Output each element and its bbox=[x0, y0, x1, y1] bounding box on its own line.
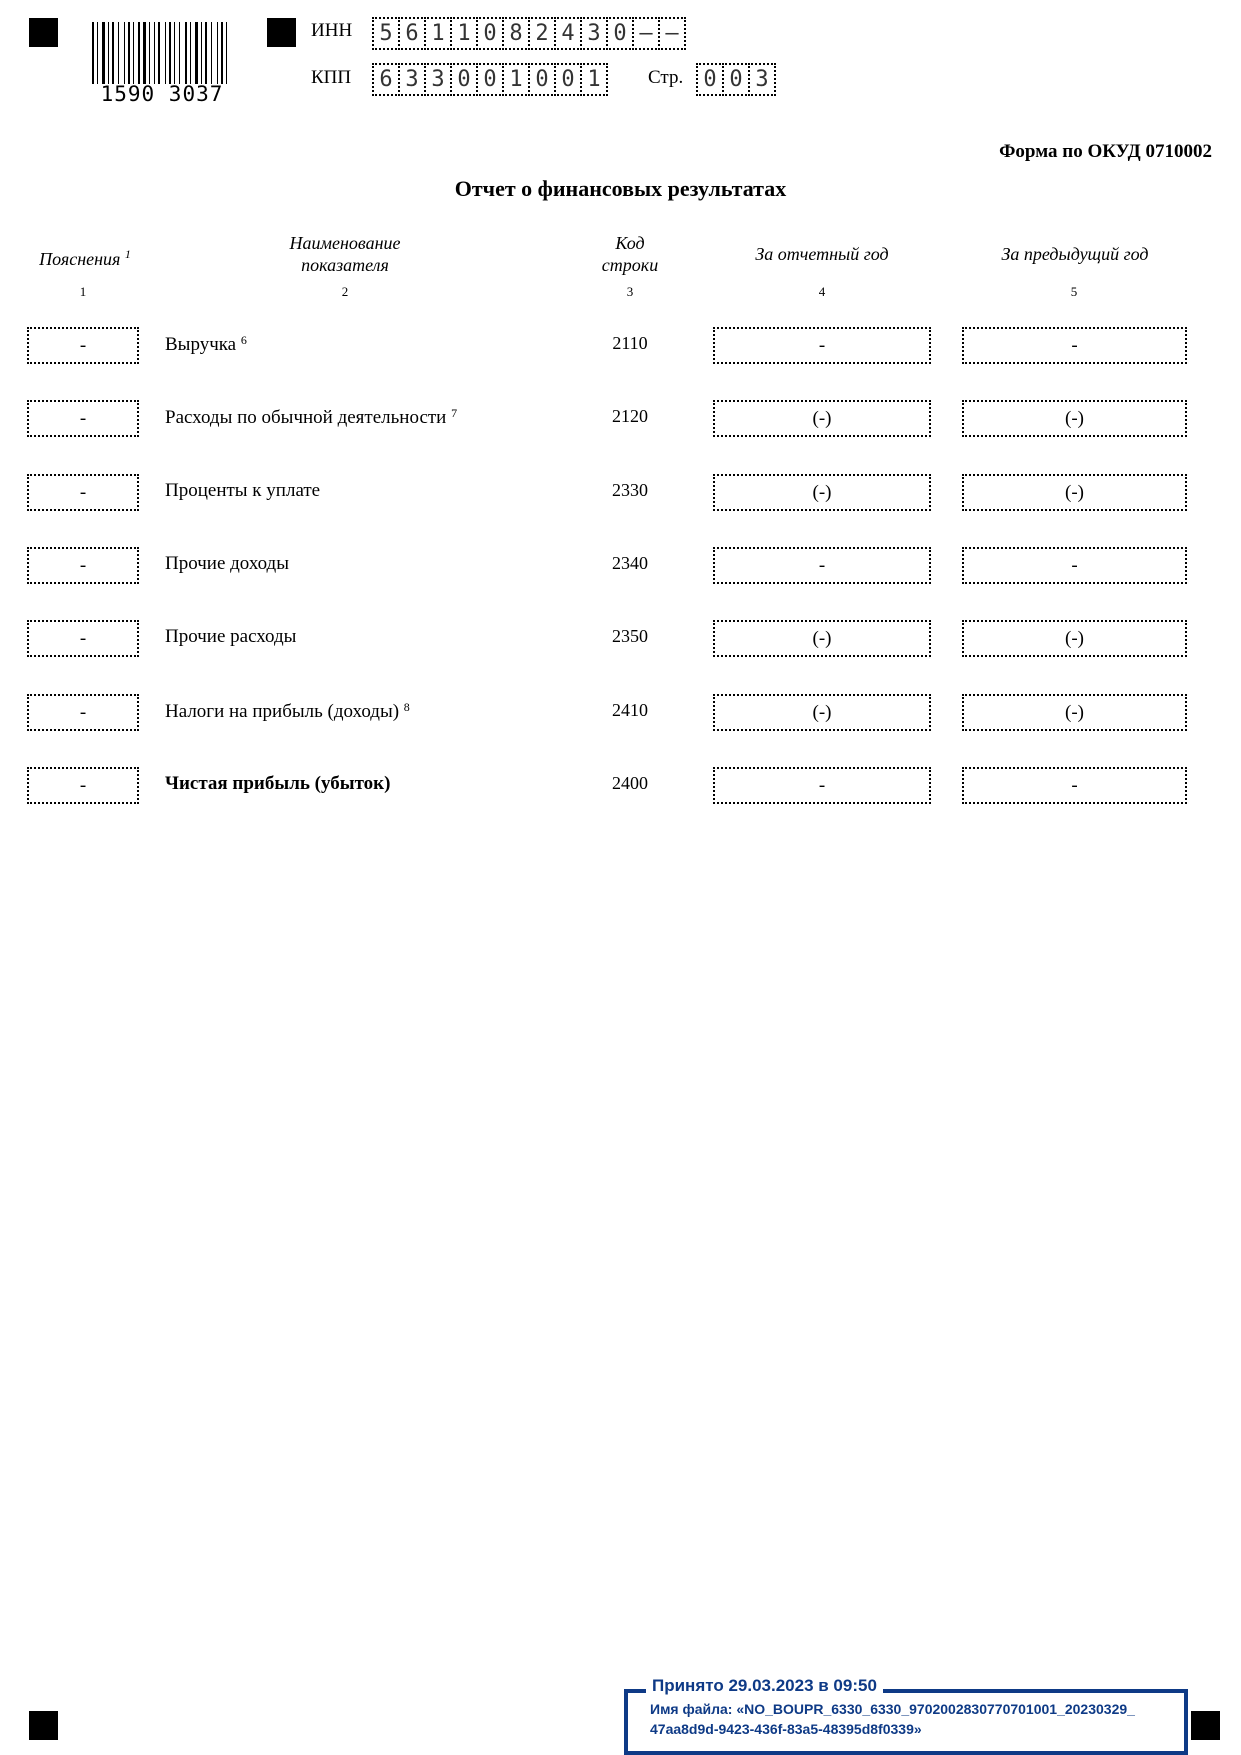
current-year-value: (-) bbox=[713, 474, 931, 511]
current-year-value: - bbox=[713, 547, 931, 584]
indicator-name-text: Чистая прибыль (убыток) bbox=[165, 773, 391, 794]
indicator-name bbox=[165, 773, 390, 795]
col-header-previous-year: За предыдущий год bbox=[1001, 244, 1149, 264]
previous-year-value: (-) bbox=[962, 620, 1187, 657]
footnote-ref: 8 bbox=[403, 700, 410, 714]
previous-year-value: (-) bbox=[962, 694, 1187, 731]
col-header-notes: Пояснения $^1$ bbox=[39, 247, 131, 269]
document-title: Отчет о финансовых результатах bbox=[454, 176, 787, 201]
current-year-value: (-) bbox=[713, 400, 931, 437]
barcode-bar bbox=[205, 22, 207, 84]
table-row bbox=[0, 327, 1241, 367]
page-digit-cell: 0 bbox=[722, 63, 750, 96]
page-digit-cell: 0 bbox=[696, 63, 724, 96]
barcode-bar bbox=[112, 22, 114, 84]
kpp-digit-cell: 0 bbox=[450, 63, 478, 96]
stamp-file-name-line-2: 47aa8d9d-9423-436f-83a5-48395d8f0339» bbox=[650, 1721, 922, 1737]
page-label: Стр. bbox=[648, 67, 684, 88]
barcode-bar bbox=[190, 22, 191, 84]
col-number-4: 4 bbox=[818, 284, 826, 299]
indicator-name-text: Прочие расходы bbox=[165, 626, 297, 647]
barcode-bar bbox=[102, 22, 105, 84]
line-code: 2340 bbox=[612, 553, 648, 573]
inn-digit-cell: 2 bbox=[528, 17, 556, 50]
barcode-bar bbox=[108, 22, 109, 84]
col-number-1: 1 bbox=[79, 284, 87, 299]
kpp-digit-cell: 6 bbox=[372, 63, 400, 96]
indicator-name bbox=[165, 553, 289, 575]
inn-digit-cell: 5 bbox=[372, 17, 400, 50]
barcode-bar bbox=[221, 22, 223, 84]
indicator-name bbox=[165, 333, 247, 356]
inn-digit-cell: 6 bbox=[398, 17, 426, 50]
notes-cell: - bbox=[27, 327, 139, 364]
registration-marker-top-middle bbox=[267, 18, 296, 47]
table-row bbox=[0, 547, 1241, 587]
barcode-bar bbox=[118, 22, 119, 84]
kpp-digit-cell: 0 bbox=[528, 63, 556, 96]
current-year-value: - bbox=[713, 327, 931, 364]
stamp-title: Принято 29.03.2023 в 09:50 bbox=[646, 1676, 883, 1696]
previous-year-value: - bbox=[962, 327, 1187, 364]
indicator-name bbox=[165, 626, 296, 648]
form-okud-code: Форма по ОКУД 0710002 bbox=[999, 141, 1212, 162]
inn-digit-cell: 1 bbox=[450, 17, 478, 50]
current-year-value: (-) bbox=[713, 620, 931, 657]
barcode-bar bbox=[195, 22, 198, 84]
line-code: 2350 bbox=[612, 626, 648, 646]
kpp-digit-cell: 0 bbox=[554, 63, 582, 96]
table-row bbox=[0, 474, 1241, 514]
inn-digit-cell: 8 bbox=[502, 17, 530, 50]
barcode-bar bbox=[165, 22, 166, 84]
registration-marker-bottom-right bbox=[1191, 1711, 1220, 1740]
col-header-code: Код строки bbox=[601, 233, 659, 275]
col-header-name: Наименование показателя bbox=[289, 233, 401, 275]
inn-digit-cell: 1 bbox=[424, 17, 452, 50]
inn-digit-cell: 0 bbox=[606, 17, 634, 50]
inn-label: ИНН bbox=[311, 20, 353, 41]
registration-marker-top-left bbox=[29, 18, 58, 47]
barcode-bar bbox=[169, 22, 171, 84]
indicator-name bbox=[165, 480, 320, 502]
indicator-name-text: Прочие доходы bbox=[165, 553, 289, 574]
registration-marker-bottom-left bbox=[29, 1711, 58, 1740]
col-header-current-year: За отчетный год bbox=[755, 244, 889, 264]
col-number-3: 3 bbox=[626, 284, 634, 299]
current-year-value: (-) bbox=[713, 694, 931, 731]
table-row bbox=[0, 767, 1241, 807]
previous-year-value: - bbox=[962, 547, 1187, 584]
inn-cells bbox=[372, 17, 684, 50]
inn-digit-cell: – bbox=[632, 17, 660, 50]
kpp-label: КПП bbox=[311, 67, 352, 88]
inn-digit-cell: 3 bbox=[580, 17, 608, 50]
barcode-bars bbox=[92, 22, 232, 84]
barcode-bar bbox=[174, 22, 175, 84]
acceptance-stamp bbox=[624, 1676, 1188, 1755]
inn-digit-cell: 0 bbox=[476, 17, 504, 50]
barcode-bar bbox=[97, 22, 98, 84]
inn-digit-cell: 4 bbox=[554, 17, 582, 50]
line-code: 2120 bbox=[612, 406, 648, 426]
indicator-name-text: Проценты к уплате bbox=[165, 480, 321, 501]
kpp-digit-cell: 0 bbox=[476, 63, 504, 96]
barcode-bar bbox=[158, 22, 160, 84]
kpp-digit-cell: 1 bbox=[502, 63, 530, 96]
notes-cell: - bbox=[27, 620, 139, 657]
kpp-digit-cell: 3 bbox=[398, 63, 426, 96]
page-number-cells bbox=[696, 63, 774, 96]
indicator-name-text: Выручка bbox=[165, 334, 237, 355]
table-row bbox=[0, 620, 1241, 660]
notes-cell: - bbox=[27, 767, 139, 804]
barcode-bar bbox=[128, 22, 130, 84]
barcode-bar bbox=[185, 22, 187, 84]
stamp-file-name-line-1: Имя файла: «NO_BOUPR_6330_6330_9702002830770701001_20230329_ bbox=[650, 1701, 1135, 1717]
previous-year-value: (-) bbox=[962, 400, 1187, 437]
line-code: 2400 bbox=[612, 773, 648, 793]
footnote-ref: 7 bbox=[451, 406, 458, 420]
barcode-bar bbox=[226, 22, 227, 84]
indicator-name-text: Налоги на прибыль (доходы) bbox=[165, 701, 400, 722]
inn-digit-cell: – bbox=[658, 17, 686, 50]
table-row bbox=[0, 400, 1241, 440]
barcode-bar bbox=[143, 22, 146, 84]
barcode-bar bbox=[154, 22, 155, 84]
footnote-ref: 6 bbox=[240, 333, 247, 347]
notes-cell: - bbox=[27, 474, 139, 511]
barcode-bar bbox=[124, 22, 125, 84]
notes-cell: - bbox=[27, 547, 139, 584]
barcode-bar bbox=[92, 22, 94, 84]
kpp-digit-cell: 3 bbox=[424, 63, 452, 96]
current-year-value: - bbox=[713, 767, 931, 804]
indicator-name-text: Расходы по обычной деятельности bbox=[165, 407, 447, 428]
barcode-bar bbox=[138, 22, 140, 84]
barcode-bar bbox=[133, 22, 134, 84]
barcode-bar bbox=[217, 22, 218, 84]
line-code: 2330 bbox=[612, 480, 648, 500]
barcode bbox=[92, 22, 232, 106]
col-number-5: 5 bbox=[1070, 284, 1078, 299]
col-number-2: 2 bbox=[341, 284, 349, 299]
notes-cell: - bbox=[27, 400, 139, 437]
table-row bbox=[0, 694, 1241, 734]
barcode-bar bbox=[211, 22, 212, 84]
barcode-bar bbox=[149, 22, 150, 84]
indicator-name bbox=[165, 406, 457, 429]
kpp-digit-cell: 1 bbox=[580, 63, 608, 96]
page-digit-cell: 3 bbox=[748, 63, 776, 96]
previous-year-value: - bbox=[962, 767, 1187, 804]
notes-cell: - bbox=[27, 694, 139, 731]
indicator-name bbox=[165, 700, 410, 723]
barcode-bar bbox=[179, 22, 180, 84]
line-code: 2410 bbox=[612, 700, 648, 720]
kpp-cells bbox=[372, 63, 606, 96]
line-code: 2110 bbox=[612, 333, 648, 353]
barcode-bar bbox=[201, 22, 202, 84]
barcode-number: 1590 3037 bbox=[100, 82, 224, 106]
previous-year-value: (-) bbox=[962, 474, 1187, 511]
